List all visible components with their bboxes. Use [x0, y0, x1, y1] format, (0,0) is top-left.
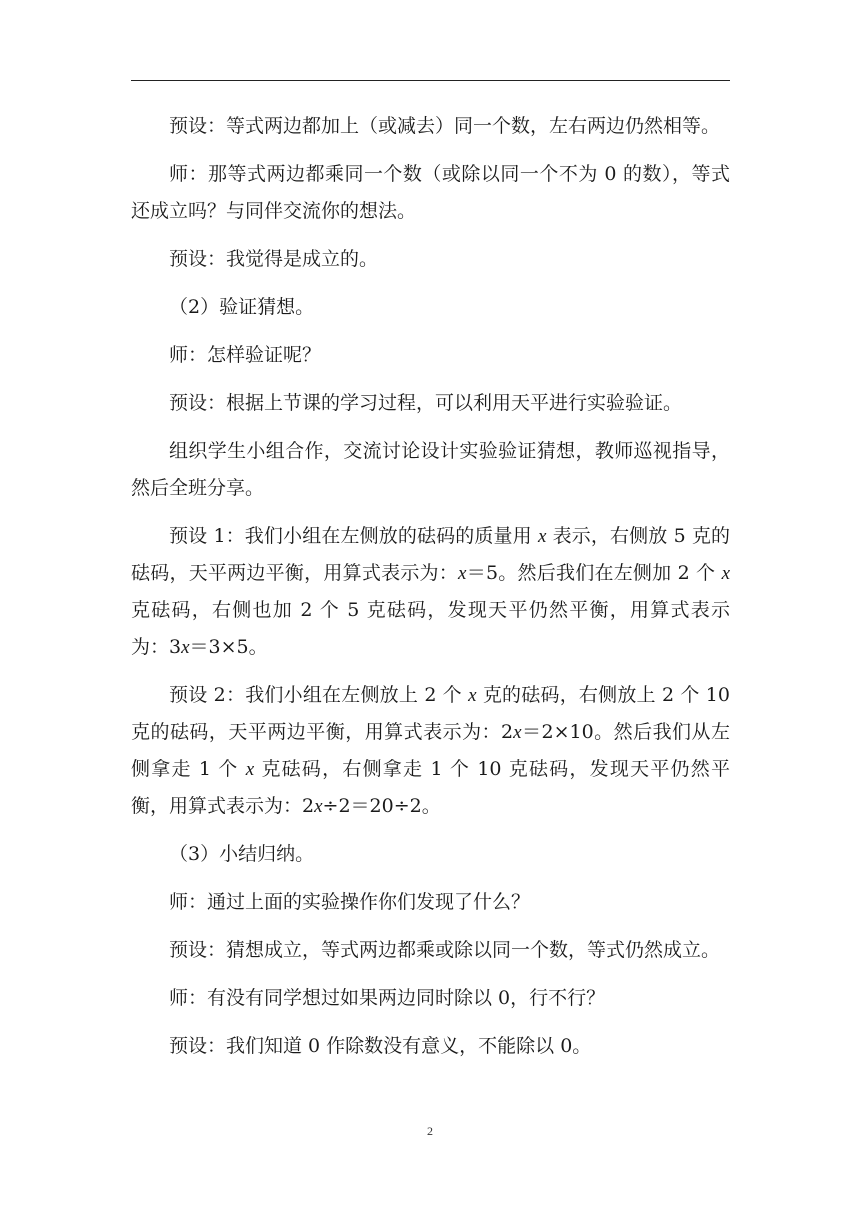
paragraph-teacher-how-verify: 师：怎样验证呢？	[169, 344, 322, 366]
paragraph-organize-groups: 组织学生小组合作，交流讨论设计实验验证猜想，教师巡视指导，然后全班分享。	[131, 440, 730, 499]
paragraph-preset-add-subtract: 预设：等式两边都加上（或减去）同一个数，左右两边仍然相等。	[169, 115, 721, 137]
paragraph-teacher-divide-zero: 师：有没有同学想过如果两边同时除以 0，行不行？	[169, 987, 606, 1009]
paragraph-preset-use-balance: 预设：根据上节课的学习过程，可以利用天平进行实验验证。	[169, 392, 683, 414]
paragraph-teacher-multiply-question: 师：那等式两边都乘同一个数（或除以同一个不为 0 的数），等式还成立吗？与同伴交流你的想法。	[131, 163, 730, 222]
paragraph-preset-2: 预设 2：我们小组在左侧放上 2 个 x 克的砝码，右侧放上 2 个 10 克的砝码，天平两边平衡，用算式表示为：2x＝2×10。然后我们从左侧拿走 1 个 x 克砝码，右侧拿走 1 个 10 克砝码，发现天平仍然平衡，用算式表示为：2x÷2＝20÷2。	[131, 684, 731, 817]
header-rule	[131, 80, 730, 81]
page-number: 2	[427, 1124, 433, 1138]
paragraph-heading-verify: （2）验证猜想。	[169, 296, 315, 318]
paragraph-preset-conjecture-holds: 预设：猜想成立，等式两边都乘或除以同一个数，等式仍然成立。	[169, 939, 721, 961]
paragraph-teacher-what-found: 师：通过上面的实验操作你们发现了什么？	[169, 891, 531, 913]
paragraph-preset-think-valid: 预设：我觉得是成立的。	[169, 248, 379, 270]
paragraph-preset-zero-divisor: 预设：我们知道 0 作除数没有意义，不能除以 0。	[169, 1035, 592, 1057]
document-body	[131, 108, 730, 1076]
paragraph-heading-summary: （3）小结归纳。	[169, 843, 315, 865]
paragraph-preset-1: 预设 1：我们小组在左侧放的砝码的质量用 x 表示，右侧放 5 克的砝码，天平两边平衡，用算式表示为：x＝5。然后我们在左侧加 2 个 x 克砝码，右侧也加 2 个 5 克砝码，发现天平仍然平衡，用算式表示为：3x＝3×5。	[131, 525, 730, 658]
